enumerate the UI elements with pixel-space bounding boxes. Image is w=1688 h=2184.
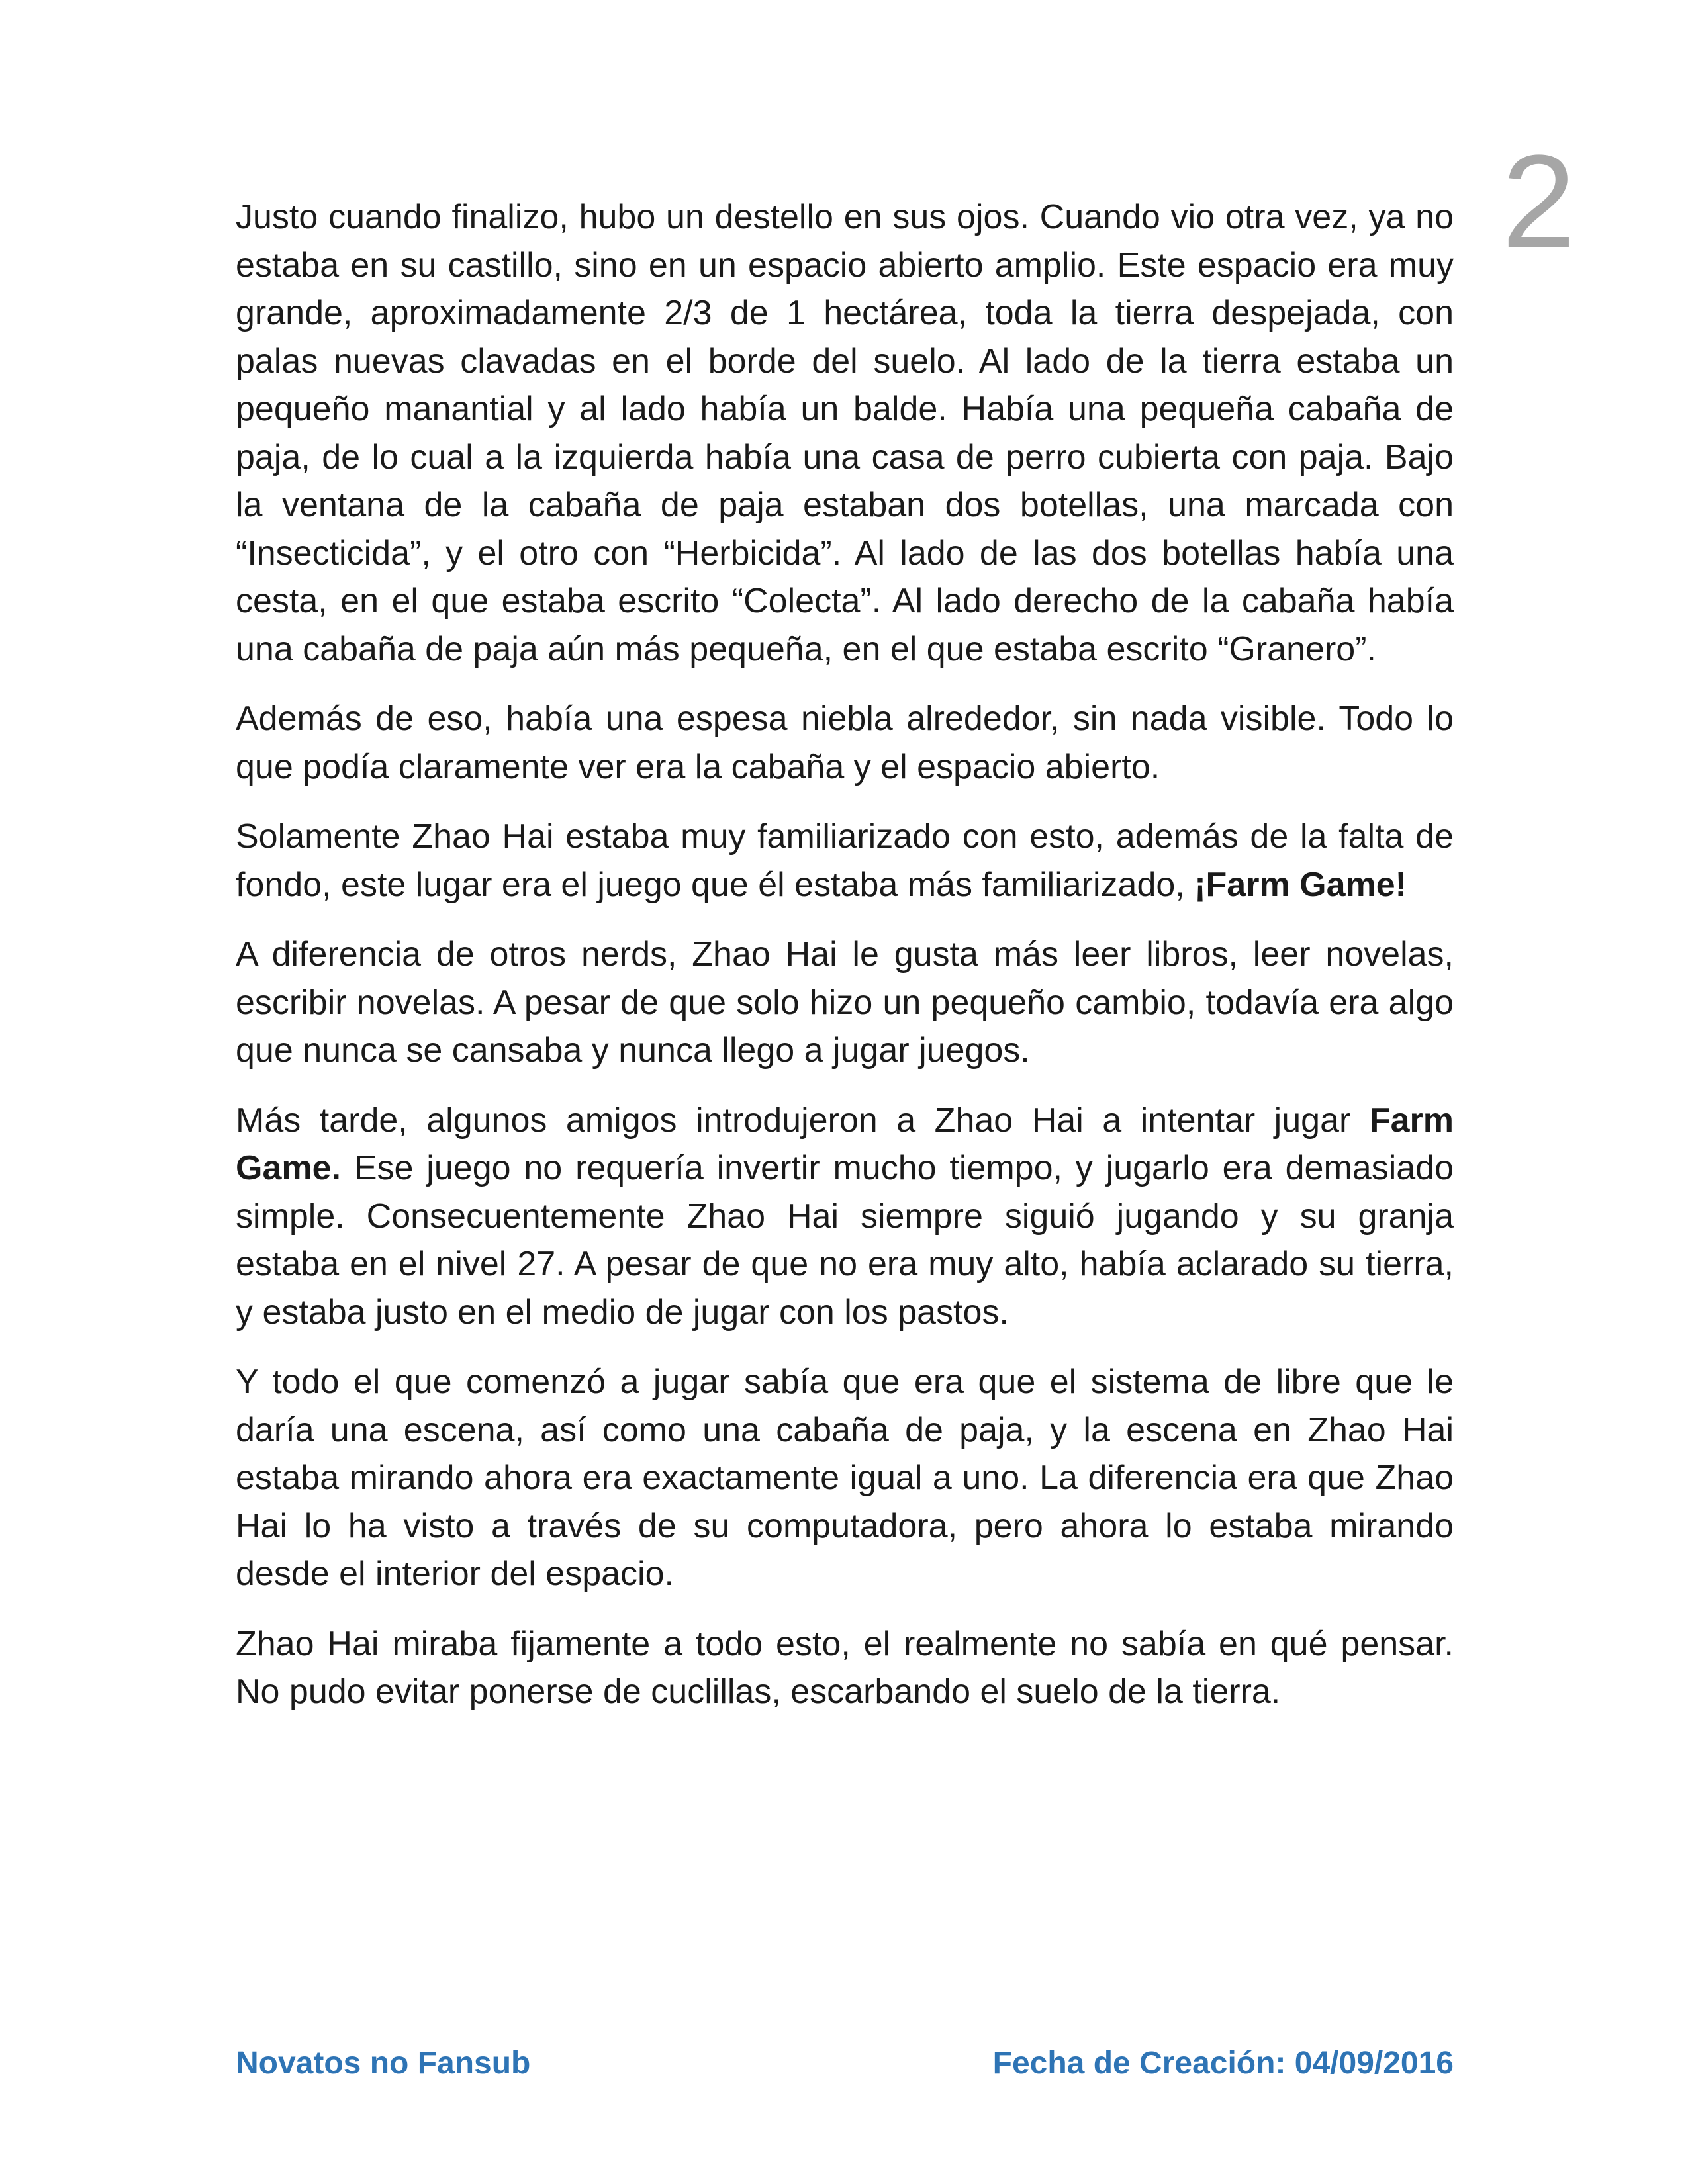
paragraph-3-bold: ¡Farm Game! bbox=[1194, 865, 1407, 904]
paragraph-6: Y todo el que comenzó a jugar sabía que era que el sistema de libre que le daría una escena, así como una cabaña de paja, y la escena en Zhao Hai estaba mirando ahora era exactamente igual a uno. La diferencia era que Zhao Hai lo ha visto a través de su computadora, pero ahora lo estaba mirando desde el interior del espacio. bbox=[236, 1363, 1454, 1593]
paragraph-5-bold: Farm Game. bbox=[236, 1101, 1454, 1187]
paragraph-5 bbox=[236, 1097, 1454, 1337]
footer-creation-date: Fecha de Creación: 04/09/2016 bbox=[992, 2046, 1454, 2081]
paragraph-2: Además de eso, había una espesa niebla alrededor, sin nada visible. Todo lo que podía claramente ver era la cabaña y el espacio abierto. bbox=[236, 700, 1454, 786]
footer-group-name: Novatos no Fansub bbox=[236, 2046, 531, 2081]
paragraph-7: Zhao Hai miraba fijamente a todo esto, el realmente no sabía en qué pensar. No pudo evitar ponerse de cuclillas, escarbando el suelo de la tierra. bbox=[236, 1624, 1454, 1711]
paragraph-3 bbox=[236, 813, 1454, 909]
paragraph-4: A diferencia de otros nerds, Zhao Hai le gusta más leer libros, leer novelas, escribir novelas. A pesar de que solo hizo un pequeño cambio, todavía era algo que nunca se cansaba y nunca llego a jugar juegos. bbox=[236, 935, 1454, 1069]
paragraph-5-text-after: Ese juego no requería invertir mucho tiempo, y jugarlo era demasiado simple. Consecuentemente Zhao Hai siempre siguió jugando y su granja estaba en el nivel 27. A pesar de que no era muy alto, había aclarado su tierra, y estaba justo en el medio de jugar con los pastos. bbox=[236, 1149, 1454, 1332]
paragraph-5-text-before: Más tarde, algunos amigos introdujeron a Zhao Hai a intentar jugar bbox=[236, 1101, 1370, 1140]
page-number: 2 bbox=[1501, 128, 1575, 275]
paragraph-3-text: Solamente Zhao Hai estaba muy familiarizado con esto, además de la falta de fondo, este lugar era el juego que él estaba más familiarizado, bbox=[236, 817, 1454, 904]
paragraph-1: Justo cuando finalizo, hubo un destello en sus ojos. Cuando vio otra vez, ya no estaba en su castillo, sino en un espacio abierto amplio. Este espacio era muy grande, aproximadamente 2/3 de 1 hectárea, toda la tierra despejada, con palas nuevas clavadas en el borde del suelo. Al lado de la tierra estaba un pequeño manantial y al lado había un balde. Había una pequeña cabaña de paja, de lo cual a la izquierda había una casa de perro cubierta con paja. Bajo la ventana de la cabaña de paja estaban dos botellas, una marcada con “Insecticida”, y el otro con “Herbicida”. Al lado de las dos botellas había una cesta, en el que estaba escrito “Colecta”. Al lado derecho de la cabaña había una cabaña de paja aún más pequeña, en el que estaba escrito “Granero”. bbox=[236, 198, 1454, 668]
document-body bbox=[236, 193, 1454, 1738]
